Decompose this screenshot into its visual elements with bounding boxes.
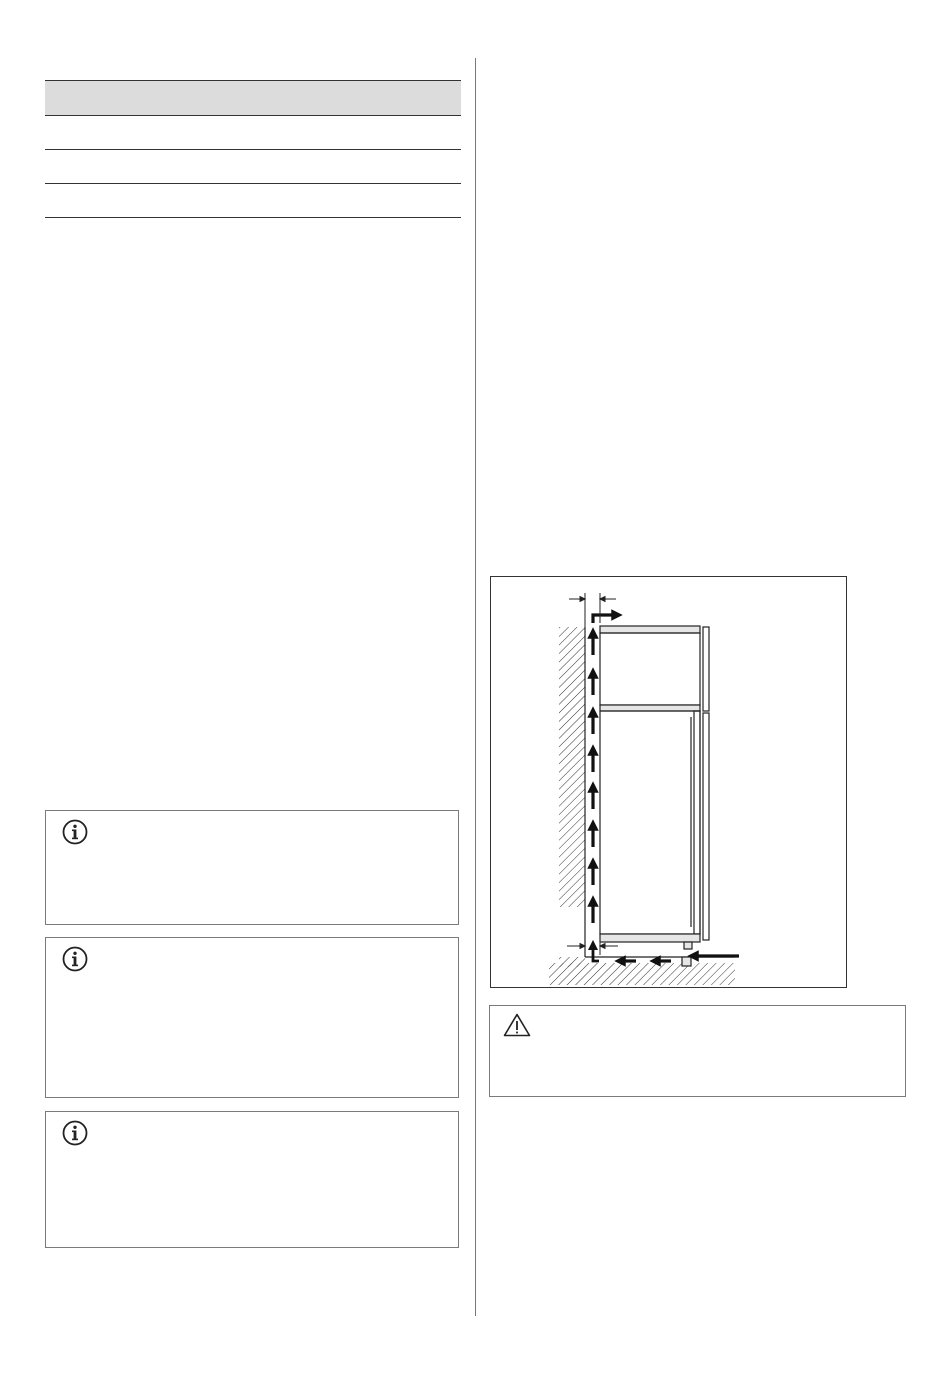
outlet-arrow: [593, 615, 617, 623]
table-row: [45, 150, 461, 184]
warning-notice: [489, 1005, 906, 1097]
info-notice-3: [45, 1111, 459, 1248]
ventilation-diagram: [490, 576, 847, 988]
wall: [559, 627, 585, 957]
info-icon: [62, 946, 88, 972]
table-row: [45, 116, 461, 150]
info-icon: [62, 1120, 88, 1146]
ventilation-diagram-drawing: [491, 577, 848, 989]
refrigerator: [600, 626, 709, 966]
floor: [549, 957, 735, 985]
inlet-arrow: [593, 945, 599, 961]
column-divider: [475, 58, 476, 1316]
table-header: [45, 80, 461, 116]
spec-table: [45, 80, 461, 218]
airflow-arrows: [593, 633, 739, 961]
info-icon: [62, 819, 88, 845]
table-row: [45, 184, 461, 218]
info-notice-2: [45, 937, 459, 1098]
info-notice-1: [45, 810, 459, 925]
warning-triangle-icon: [503, 1013, 531, 1037]
